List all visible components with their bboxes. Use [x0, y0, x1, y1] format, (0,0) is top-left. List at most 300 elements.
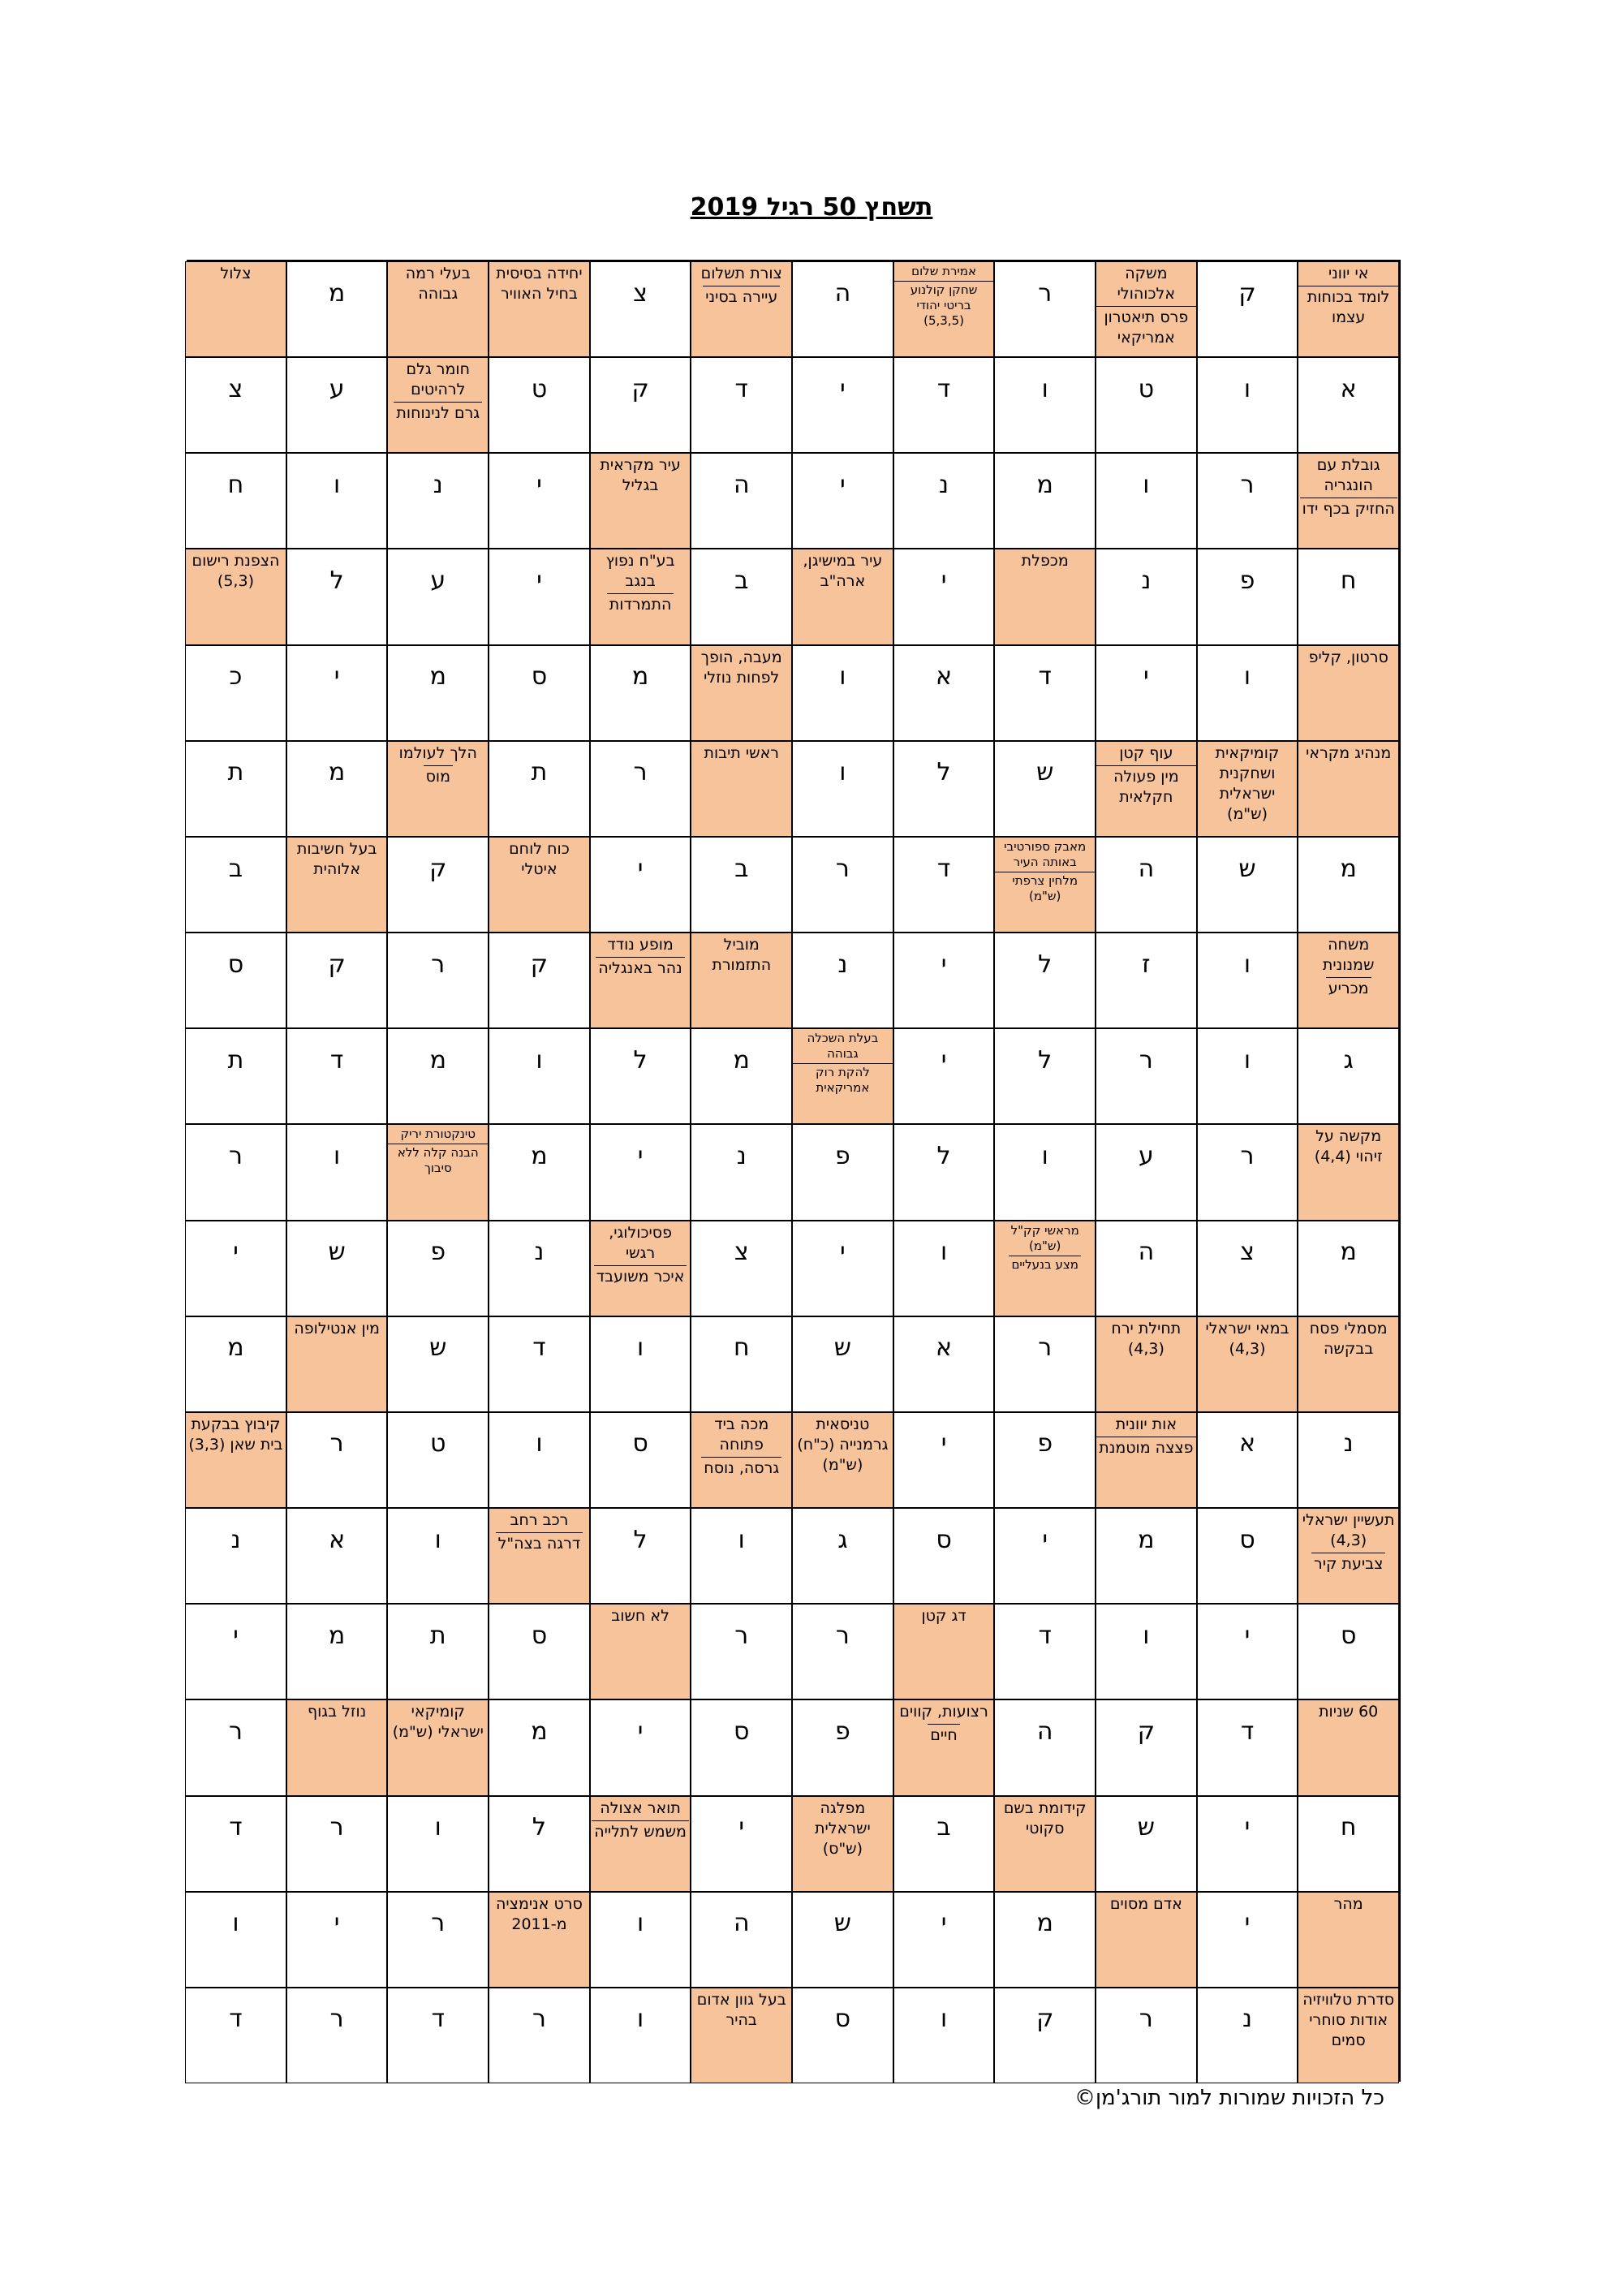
cell-letter: ק	[1036, 2005, 1054, 2034]
clue-text: דג קטן	[921, 1607, 966, 1626]
letter-cell[interactable]	[286, 1221, 388, 1316]
cell-letter: ל	[936, 758, 951, 787]
letter-cell[interactable]	[1298, 1604, 1399, 1699]
letter-cell[interactable]	[792, 1892, 893, 1988]
letter-cell[interactable]	[489, 1699, 590, 1795]
letter-cell[interactable]	[286, 357, 388, 453]
letter-cell[interactable]	[489, 453, 590, 549]
cell-letter: ד	[1038, 1621, 1052, 1650]
letter-cell[interactable]	[1096, 645, 1197, 741]
cell-letter: מ	[733, 1045, 750, 1075]
letter-cell[interactable]	[185, 1508, 286, 1604]
letter-cell[interactable]	[1197, 261, 1298, 357]
cell-letter: פ	[430, 1238, 446, 1267]
letter-cell[interactable]	[1096, 1508, 1197, 1604]
letter-cell[interactable]	[590, 837, 691, 933]
cell-letter: ר	[734, 1621, 749, 1650]
clue-text: מוס	[424, 765, 453, 787]
letter-cell[interactable]	[1096, 837, 1197, 933]
letter-cell[interactable]	[994, 1604, 1096, 1699]
letter-cell[interactable]	[1197, 837, 1298, 933]
cell-letter: נ	[837, 950, 848, 979]
letter-cell[interactable]	[1197, 1988, 1298, 2083]
letter-cell[interactable]	[387, 1412, 489, 1508]
cell-letter: ס	[632, 1429, 648, 1458]
letter-cell[interactable]	[893, 1124, 995, 1220]
letter-cell[interactable]	[286, 741, 388, 837]
letter-cell[interactable]	[792, 741, 893, 837]
letter-cell[interactable]	[286, 1892, 388, 1988]
letter-cell[interactable]	[893, 453, 995, 549]
letter-cell[interactable]	[994, 1508, 1096, 1604]
letter-cell[interactable]	[691, 837, 792, 933]
cell-letter: ו	[839, 662, 846, 691]
letter-cell[interactable]	[1298, 1412, 1399, 1508]
cell-letter: ל	[1038, 1045, 1053, 1075]
clue-cell	[387, 261, 489, 357]
letter-cell[interactable]	[994, 453, 1096, 549]
clue-cell	[286, 837, 388, 933]
clue-text: לא חשוב	[611, 1607, 669, 1626]
letter-cell[interactable]	[792, 1221, 893, 1316]
cell-letter: ו	[940, 2005, 948, 2034]
clue-text: מכה ביד פתוחה	[714, 1415, 769, 1454]
cell-letter: ת	[531, 758, 548, 787]
cell-letter: מ	[227, 1333, 244, 1363]
letter-cell[interactable]	[185, 837, 286, 933]
clue-cell	[387, 1124, 489, 1220]
letter-cell[interactable]	[691, 357, 792, 453]
letter-cell[interactable]	[1096, 1124, 1197, 1220]
clue-text: מין פעולה חקלאית	[1096, 765, 1196, 808]
letter-cell[interactable]	[792, 1604, 893, 1699]
letter-cell[interactable]	[1096, 1221, 1197, 1316]
cell-letter: ל	[633, 1525, 648, 1554]
letter-cell[interactable]	[185, 1316, 286, 1412]
letter-cell[interactable]	[691, 1316, 792, 1412]
clue-text: בעלת השכלה גבוהה	[807, 1031, 879, 1062]
letter-cell[interactable]	[1096, 933, 1197, 1028]
clue-cell	[893, 261, 995, 357]
cell-letter: ש	[429, 1333, 447, 1363]
cell-letter: מ	[1036, 1909, 1053, 1938]
cell-letter: פ	[1239, 566, 1255, 596]
cell-letter: ר	[835, 1621, 850, 1650]
letter-cell[interactable]	[1298, 1221, 1399, 1316]
letter-cell[interactable]	[387, 549, 489, 644]
clue-cell	[590, 1221, 691, 1316]
clue-cell	[893, 1604, 995, 1699]
cell-letter: ד	[1038, 662, 1052, 691]
letter-cell[interactable]	[489, 933, 590, 1028]
letter-cell[interactable]	[1096, 549, 1197, 644]
letter-cell[interactable]	[691, 1699, 792, 1795]
letter-cell[interactable]	[590, 1508, 691, 1604]
clue-text: מקשה על זיהוי (4,4)	[1314, 1127, 1383, 1166]
cell-letter: ס	[734, 1717, 750, 1746]
letter-cell[interactable]	[1197, 933, 1298, 1028]
letter-cell[interactable]	[387, 1988, 489, 2083]
letter-cell[interactable]	[185, 453, 286, 549]
letter-cell[interactable]	[893, 837, 995, 933]
letter-cell[interactable]	[590, 1124, 691, 1220]
cell-letter: ק	[1137, 1717, 1156, 1746]
cell-letter: נ	[230, 1525, 241, 1554]
cell-letter: ט	[1138, 374, 1155, 403]
clue-text: חומר גלם לרהיטים	[406, 360, 471, 399]
letter-cell[interactable]	[994, 261, 1096, 357]
clue-cell	[1298, 453, 1399, 549]
clue-text: הבנה קלה ללא סיבוך	[388, 1144, 488, 1176]
letter-cell[interactable]	[691, 1221, 792, 1316]
clue-text: סדרת טלוויזיה אודות סוחרי סמים	[1302, 1990, 1395, 2049]
letter-cell[interactable]	[893, 1028, 995, 1124]
letter-cell[interactable]	[893, 645, 995, 741]
letter-cell[interactable]	[286, 1412, 388, 1508]
letter-cell[interactable]	[489, 1988, 590, 2083]
letter-cell[interactable]	[1197, 357, 1298, 453]
letter-cell[interactable]	[590, 645, 691, 741]
letter-cell[interactable]	[1096, 1028, 1197, 1124]
cell-letter: י	[637, 1717, 644, 1746]
letter-cell[interactable]	[893, 357, 995, 453]
letter-cell[interactable]	[1096, 1796, 1197, 1892]
letter-cell[interactable]	[994, 1124, 1096, 1220]
cell-letter: ו	[334, 470, 341, 499]
letter-cell[interactable]	[387, 1316, 489, 1412]
clue-cell	[1298, 1699, 1399, 1795]
letter-cell[interactable]	[691, 1604, 792, 1699]
letter-cell[interactable]	[994, 357, 1096, 453]
letter-cell[interactable]	[1197, 1796, 1298, 1892]
cell-letter: ד	[229, 2005, 243, 2034]
letter-cell[interactable]	[286, 1028, 388, 1124]
letter-cell[interactable]	[286, 1124, 388, 1220]
letter-cell[interactable]	[489, 1028, 590, 1124]
clue-text: משקה אלכוהולי	[1117, 265, 1176, 303]
letter-cell[interactable]	[489, 1796, 590, 1892]
letter-cell[interactable]	[691, 453, 792, 549]
letter-cell[interactable]	[489, 741, 590, 837]
letter-cell[interactable]	[387, 1028, 489, 1124]
letter-cell[interactable]	[893, 741, 995, 837]
cell-letter: ל	[532, 1813, 546, 1842]
letter-cell[interactable]	[994, 741, 1096, 837]
letter-cell[interactable]	[994, 933, 1096, 1028]
letter-cell[interactable]	[893, 549, 995, 644]
letter-cell[interactable]	[185, 357, 286, 453]
letter-cell[interactable]	[691, 1892, 792, 1988]
clue-text: הצפנת רישום (5,3)	[192, 552, 280, 591]
letter-cell[interactable]	[590, 741, 691, 837]
letter-cell[interactable]	[792, 1988, 893, 2083]
cell-letter: ס	[227, 950, 244, 979]
letter-cell[interactable]	[185, 1796, 286, 1892]
letter-cell[interactable]	[387, 1796, 489, 1892]
clue-text: מעבה, הופך לפחות נוזלי	[700, 648, 782, 687]
cell-letter: ה	[834, 278, 851, 308]
clue-text: גרם לנינוחות	[394, 402, 482, 424]
letter-cell[interactable]	[286, 1988, 388, 2083]
cell-letter: י	[941, 566, 947, 596]
letter-cell[interactable]	[590, 1028, 691, 1124]
cell-letter: ר	[532, 2005, 546, 2034]
cell-letter: מ	[328, 758, 346, 787]
cell-letter: ק	[631, 374, 649, 403]
clue-cell	[691, 261, 792, 357]
letter-cell[interactable]	[1197, 453, 1298, 549]
cell-letter: ט	[531, 374, 548, 403]
letter-cell[interactable]	[185, 741, 286, 837]
letter-cell[interactable]	[1197, 645, 1298, 741]
clue-text: הלך לעולמו	[398, 743, 477, 762]
cell-letter: ר	[228, 1717, 243, 1746]
cell-letter: ד	[229, 1813, 243, 1842]
clue-text: צביעת קיר	[1311, 1553, 1385, 1574]
cell-letter: ת	[227, 1045, 244, 1075]
clue-text: עיירה בסיני	[703, 286, 780, 308]
letter-cell[interactable]	[792, 933, 893, 1028]
letter-cell[interactable]	[1197, 1221, 1298, 1316]
letter-cell[interactable]	[994, 1316, 1096, 1412]
clue-cell	[387, 741, 489, 837]
cell-letter: ר	[329, 1429, 344, 1458]
clue-text: מכריע	[1326, 977, 1371, 999]
letter-cell[interactable]	[1197, 1892, 1298, 1988]
cell-letter: ס	[834, 2005, 851, 2034]
letter-cell[interactable]	[185, 1699, 286, 1795]
letter-cell[interactable]	[1197, 1412, 1298, 1508]
letter-cell[interactable]	[185, 645, 286, 741]
letter-cell[interactable]	[1096, 1988, 1197, 2083]
letter-cell[interactable]	[1096, 1699, 1197, 1795]
letter-cell[interactable]	[590, 1988, 691, 2083]
clue-cell	[590, 933, 691, 1028]
letter-cell[interactable]	[489, 1124, 590, 1220]
letter-cell[interactable]	[792, 837, 893, 933]
letter-cell[interactable]	[489, 1412, 590, 1508]
letter-cell[interactable]	[286, 261, 388, 357]
clue-text: מופע נודד	[607, 936, 674, 954]
cell-letter: ס	[531, 1621, 548, 1650]
cell-letter: מ	[328, 1621, 346, 1650]
letter-cell[interactable]	[286, 933, 388, 1028]
cell-letter: ה	[1138, 1238, 1155, 1267]
letter-cell[interactable]	[792, 1699, 893, 1795]
letter-cell[interactable]	[792, 1316, 893, 1412]
cell-letter: פ	[1037, 1429, 1053, 1458]
cell-letter: ה	[1036, 1717, 1053, 1746]
letter-cell[interactable]	[1096, 453, 1197, 549]
letter-cell[interactable]	[792, 645, 893, 741]
letter-cell[interactable]	[185, 1604, 286, 1699]
letter-cell[interactable]	[792, 1124, 893, 1220]
letter-cell[interactable]	[893, 1892, 995, 1988]
cell-letter: ו	[1243, 950, 1251, 979]
letter-cell[interactable]	[185, 1124, 286, 1220]
letter-cell[interactable]	[1298, 357, 1399, 453]
cell-letter: ק	[429, 854, 447, 883]
cell-letter: צ	[1240, 1238, 1255, 1267]
clue-text: מכפלת	[1021, 552, 1069, 571]
letter-cell[interactable]	[1298, 1028, 1399, 1124]
clue-text: קידומת בשם סקוטי	[1003, 1798, 1087, 1837]
letter-cell[interactable]	[691, 549, 792, 644]
cell-letter: ר	[1240, 1141, 1255, 1170]
letter-cell[interactable]	[1096, 1604, 1197, 1699]
letter-cell[interactable]	[792, 1508, 893, 1604]
letter-cell[interactable]	[1298, 549, 1399, 644]
letter-cell[interactable]	[1096, 357, 1197, 453]
letter-cell[interactable]	[1197, 1124, 1298, 1220]
letter-cell[interactable]	[489, 357, 590, 453]
clue-text: טניסאית גרמנייה (כ"ח) (ש"מ)	[797, 1415, 889, 1474]
clue-cell	[691, 741, 792, 837]
clue-text: טינקטורת יריק	[400, 1126, 476, 1142]
letter-cell[interactable]	[387, 1892, 489, 1988]
cell-letter: י	[637, 1141, 644, 1170]
letter-cell[interactable]	[387, 1604, 489, 1699]
letter-cell[interactable]	[185, 1892, 286, 1988]
cell-letter: י	[233, 1238, 239, 1267]
clue-text: משחה שמנונית	[1322, 936, 1375, 975]
letter-cell[interactable]	[1298, 1796, 1399, 1892]
letter-cell[interactable]	[792, 357, 893, 453]
letter-cell[interactable]	[489, 549, 590, 644]
letter-cell[interactable]	[893, 1412, 995, 1508]
cell-letter: מ	[429, 662, 446, 691]
cell-letter: ה	[733, 1909, 750, 1938]
letter-cell[interactable]	[893, 1221, 995, 1316]
clue-text: התמרדות	[607, 593, 674, 615]
clue-text: צורת תשלום	[700, 265, 782, 282]
cell-letter: ו	[1243, 374, 1251, 403]
clue-cell	[691, 645, 792, 741]
cell-letter: מ	[429, 1045, 446, 1075]
letter-cell[interactable]	[286, 1604, 388, 1699]
cell-letter: ע	[329, 374, 345, 403]
letter-cell[interactable]	[489, 1604, 590, 1699]
clue-cell	[994, 549, 1096, 644]
cell-letter: ס	[1340, 1621, 1357, 1650]
letter-cell[interactable]	[286, 549, 388, 644]
letter-cell[interactable]	[1197, 1028, 1298, 1124]
clue-text: נוזל בגוף	[307, 1703, 367, 1721]
letter-cell[interactable]	[994, 645, 1096, 741]
cell-letter: ד	[936, 374, 951, 403]
letter-cell[interactable]	[1197, 1508, 1298, 1604]
letter-cell[interactable]	[994, 1892, 1096, 1988]
letter-cell[interactable]	[994, 1412, 1096, 1508]
letter-cell[interactable]	[994, 1988, 1096, 2083]
letter-cell[interactable]	[185, 933, 286, 1028]
cell-letter: ט	[430, 1429, 446, 1458]
cell-letter: י	[233, 1621, 239, 1650]
letter-cell[interactable]	[590, 1412, 691, 1508]
letter-cell[interactable]	[387, 453, 489, 549]
letter-cell[interactable]	[590, 1699, 691, 1795]
letter-cell[interactable]	[691, 1508, 792, 1604]
cell-letter: ו	[1243, 662, 1251, 691]
letter-cell[interactable]	[286, 1508, 388, 1604]
cell-letter: צ	[734, 1238, 749, 1267]
clue-cell	[286, 1699, 388, 1795]
letter-cell[interactable]	[590, 1316, 691, 1412]
cell-letter: י	[1244, 1813, 1251, 1842]
letter-cell[interactable]	[1197, 1604, 1298, 1699]
letter-cell[interactable]	[286, 453, 388, 549]
cell-letter: מ	[1340, 854, 1357, 883]
letter-cell[interactable]	[387, 645, 489, 741]
letter-cell[interactable]	[994, 1699, 1096, 1795]
letter-cell[interactable]	[387, 1508, 489, 1604]
letter-cell[interactable]	[691, 1796, 792, 1892]
letter-cell[interactable]	[387, 837, 489, 933]
clue-text: גרסה, נוסח	[701, 1457, 781, 1479]
letter-cell[interactable]	[1197, 549, 1298, 644]
letter-cell[interactable]	[1298, 837, 1399, 933]
cell-letter: י	[1042, 1525, 1048, 1554]
cell-letter: ו	[434, 1813, 441, 1842]
letter-cell[interactable]	[691, 1124, 792, 1220]
cell-letter: מ	[328, 278, 346, 308]
letter-cell[interactable]	[387, 933, 489, 1028]
letter-cell[interactable]	[590, 357, 691, 453]
letter-cell[interactable]	[792, 453, 893, 549]
letter-cell[interactable]	[489, 645, 590, 741]
clue-text: ראשי תיבות	[704, 743, 780, 762]
clue-text: בעלי רמה גבוהה	[405, 265, 471, 303]
letter-cell[interactable]	[185, 1028, 286, 1124]
letter-cell[interactable]	[489, 1316, 590, 1412]
cell-letter: ד	[329, 1045, 344, 1075]
letter-cell[interactable]	[489, 1221, 590, 1316]
letter-cell[interactable]	[893, 1316, 995, 1412]
letter-cell[interactable]	[893, 1508, 995, 1604]
clue-cell	[185, 549, 286, 644]
clue-text: מראשי קק"ל (ש"מ)	[1010, 1222, 1079, 1253]
letter-cell[interactable]	[590, 1892, 691, 1988]
letter-cell[interactable]	[691, 1028, 792, 1124]
cell-letter: ד	[532, 1333, 546, 1363]
letter-cell[interactable]	[893, 1796, 995, 1892]
cell-letter: ע	[430, 566, 446, 596]
clue-cell	[1096, 261, 1197, 357]
letter-cell[interactable]	[387, 1221, 489, 1316]
letter-cell[interactable]	[286, 645, 388, 741]
cell-letter: מ	[531, 1717, 548, 1746]
cell-letter: ו	[1143, 470, 1150, 499]
letter-cell[interactable]	[893, 1988, 995, 2083]
letter-cell[interactable]	[792, 261, 893, 357]
letter-cell[interactable]	[185, 1988, 286, 2083]
letter-cell[interactable]	[286, 1796, 388, 1892]
cell-letter: ת	[429, 1621, 446, 1650]
clue-cell	[994, 1796, 1096, 1892]
letter-cell[interactable]	[590, 261, 691, 357]
letter-cell[interactable]	[185, 1221, 286, 1316]
cell-letter: ש	[833, 1333, 852, 1363]
letter-cell[interactable]	[1197, 1699, 1298, 1795]
cell-letter: ר	[228, 1141, 243, 1170]
letter-cell[interactable]	[893, 933, 995, 1028]
cell-letter: ד	[431, 2005, 445, 2034]
clue-cell	[1096, 1892, 1197, 1988]
clue-text: מפלגה ישראלית (ש"ס)	[815, 1798, 871, 1858]
clue-text: צלול	[220, 265, 252, 282]
letter-cell[interactable]	[994, 1028, 1096, 1124]
clue-cell	[185, 1412, 286, 1508]
